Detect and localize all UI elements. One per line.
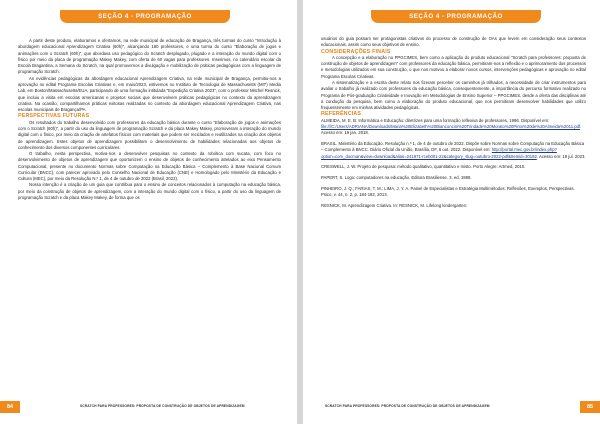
section-header: SEÇÃO 4 - PROGRAMAÇÃO (371, 10, 541, 23)
paragraph: A partir deste produto, elaboramos e ofertamos, na rede municipal de educação de Bragança, três turmas do curso "Introdução à abordagem educacional Aprendizagem Criativa (60h)", alcançando 180 professores, e uma turma do curso "Elaboração de jogos e animações com o Scratch (60h)", que abordava uso pedagógico do Scratch desplugado, plugado e a interação do mundo digital com o físico por meio da placa de programação Makey Makey, com oferta de 60 vagas para professores. Inserimos, no calendário escolar da Escola Bragantina, a Semana do Scratch, na qual promovemos a divulgação e mobilização de práticas pedagógicas com a linguagem de programação Scratch. (18, 38, 281, 75)
section-title: REFERÊNCIAS (321, 111, 362, 118)
page-footer (0, 401, 297, 413)
reference-item (321, 141, 586, 160)
reference-link[interactable]: file:///C:/Users/ADRIANA/Downloads/Maria%20Elizabeth%20Bianconcini%20Trindade%20Morato%20Pinto%20de%20Almeida%2011.pdf (321, 123, 581, 129)
paragraph: usuários do guia possam ser protagonistas criativos do processo de construção de OAs que levem em consideração seus contextos educacionais, assim como seus objetivos de ensino. (321, 36, 586, 48)
reference-item: PINHEIRO, J. Q.; FARIAS, T. M.; LIMA, J. Y. A. Painel de Especialistas e Estratégia Multimétodos: Reflexões, Exemplos, Perspectivas. Psico, v. 44, n. 2, p. 184-192, 2013. (321, 185, 575, 198)
page-body (321, 36, 586, 214)
paragraph: As evidências pedagógicas da abordagem educacional Aprendizagem Criativa, na rede municipal de Bragança, permitiu-nos a aprovação no edital Programa Escolas Criativas e, em maio/2023, estivemos no Instituto de Tecnologia de Massachusetts (MIT) Media Lab, em Boston/Massachusetts/EUA, participando de uma formação intitulada "Expedição Criativa 2023", com o professor Mitchel Resnick, que incluiu a visita em escolas americanas e projetos sociais que desenvolvem práticas pedagógicas no contexto da aprendizagem criativa. Na ocasião, compartilhamos práticas exitosas realizadas no contexto da abordagem educacional Aprendizagem Criativa, nas escolas municipais de Bragança/PA. (18, 75, 281, 113)
paragraph: A concepção e a elaboração no PPGCIMES, bem como a aplicação do produto educacional "Scratch para professores: proposta de construção de objetos de aprendizagem" com professores da educação básica, permitiram-nos a reflexão e o aprimoramento dos processos e metodologias utilizados em sua construção, o que nos motivou a elaborar novos cursos, intervenções pedagógicas e aprovação no edital Programa Escolas Criativas. (321, 54, 586, 79)
page-number: 85 (580, 401, 600, 413)
reference-item: CRESWELL, J. W. Projeto de pesquisa: método qualitativo, quantitativo e misto. Porto Alegre: Artmed, 2010. (321, 164, 526, 170)
reference-text: BRASIL. Ministério da Educação. Resolução n.º 1, de 4 de outubro de 2022. Dispõe sobre Normas sobre Computação na Educação Básica – Complemento à BNCC. Diário Oficial da União, Brasília, DF, 6 out. 2022. Disponível em: (321, 141, 585, 153)
right-page (303, 0, 600, 424)
reference-item: RESNICK, M. Aprendizagem Criativa. In: RESNICK, M. Lifelong kindergarten: (321, 202, 468, 208)
paragraph: A sistematização e a escrita deste relato nos fizeram perceber os caminhos já trilhados, a necessidade de criar instrumentos para avaliar o trabalho já realizado com professores da educação básica, consequentemente, a importância do percurso formativo realizado no Programa de Pós-graduação Criatividade e Inovação em Metodologias de Ensino Superior – PPGCIMES, desde a oferta das disciplinas até a condução da pesquisa, bem como a elaboração do produto educacional, que nos permitiram desenvolver habilidades que utilizo frequentemente em minhas atividades pedagógicas. (321, 79, 586, 111)
reference-text: ALMEIDA, M. E. B. Informática e Educação: diretrizes para uma formação reflexiva de professores, 1996. Disponível em: (321, 117, 550, 123)
section-title: PERSPECTIVAS FUTURAS (18, 113, 90, 120)
reference-tail: . Acesso em: 19 jan. 2018. (321, 123, 582, 136)
reference-tail: . Acesso em: 19 jul. 2023. (536, 153, 586, 159)
paragraph: Nossa intenção é a criação de um guia que contribua para o ensino de conceitos relacionados à computação na educação básica, por meio da construção de objetos de aprendizagem, com a interação do mundo digital com o físico, a partir do uso da linguagem de programação Scratch e da placa Makey Makey, de forma que os (18, 182, 281, 201)
page-body (18, 38, 281, 201)
reference-item: PAPERT, S. Logo: computadores na educação. Editora Brasiliense. 3. ed. 1988. (321, 175, 472, 181)
paragraph: Os resultados do trabalho desenvolvido com professores da educação básica durante o curso "Elaboração de jogos e animações com o Scratch (60h)", a partir do uso da linguagem de programação Scratch e da placa Makey Makey, promoveram a interação do mundo digital com o físico, por meio da criação de artefatos físicos com materiais que podem ser reciclados e reutilizados na criação dos objetos de aprendizagem. Estes objetos de aprendizagem possibilitam o desenvolvimento de habilidades relacionadas aos objetos de conhecimento dos diversos componentes curriculares. (18, 119, 281, 150)
page-footer (303, 401, 600, 413)
paragraph: O trabalho, nesta perspectiva, motiva-nos a desenvolver pesquisas no contexto da robótica com sucata, com foco no desenvolvimento de objetos de aprendizagem que oportunizem o ensino de objetos de conhecimento atrelados ao eixo Pensamento Computacional, presente no documento Normas sobre Computação na Educação Básica – Complemento à Base Nacional Comum Curricular (BNCC), com parecer aprovado pelo Conselho Nacional de Educação (CNE) e Homologado pelo Ministério da Educação e Cultura (MEC), por meio da Resolução N.º 1, de 4 de outubro de 2022 (Brasil, 2022). (18, 151, 281, 182)
reference-link[interactable]: http://portal.mec.gov.br/index.php?option=com_docman&view=download&alias=241871-rceb001-22&category_slug=outubro-2022-pdf&Itemid=30192 (321, 147, 557, 159)
footer-title: SCRATCH PARA PROFESSORES: PROPOSTA DE CONSTRUÇÃO DE OBJETOS DE APRENDIZAGEM (325, 404, 490, 408)
reference-item (321, 118, 586, 137)
left-page (0, 0, 297, 424)
section-header: SEÇÃO 4 - PROGRAMAÇÃO (60, 10, 230, 23)
page-number: 84 (0, 401, 20, 413)
footer-title: SCRATCH PARA PROFESSORES: PROPOSTA DE CONSTRUÇÃO DE OBJETOS DE APRENDIZAGEM (80, 404, 245, 408)
section-title: CONSIDERAÇÕES FINAIS (321, 48, 391, 55)
